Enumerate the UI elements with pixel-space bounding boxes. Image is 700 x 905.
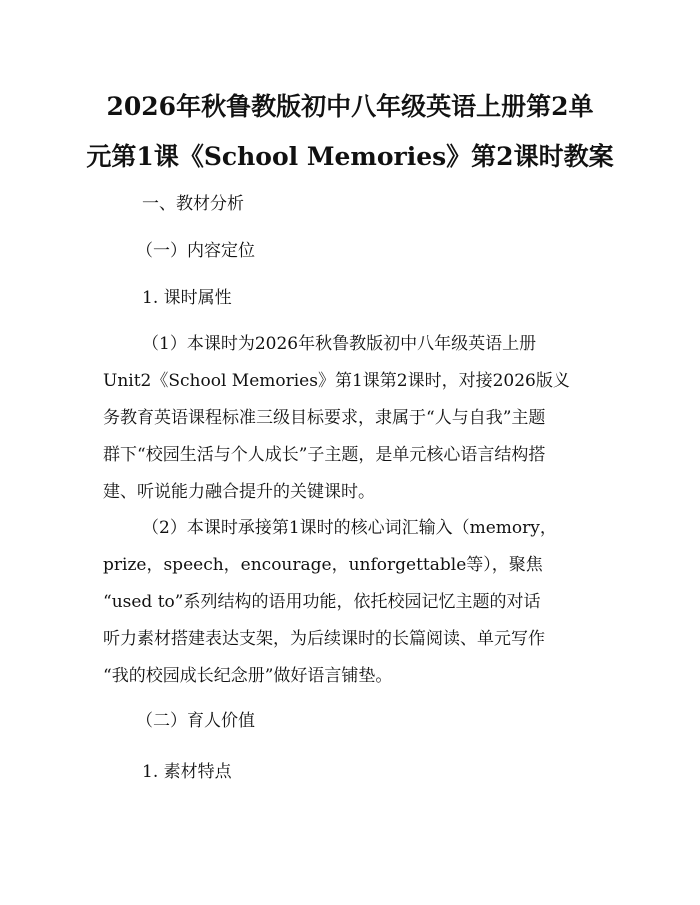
- paragraph-line: 听力素材搭建表达支架，为后续课时的长篇阅读、单元写作: [103, 629, 545, 649]
- paragraph-line: “我的校园成长纪念册”做好语言铺垫。: [103, 666, 393, 686]
- paragraph-line: Unit2《School Memories》第1课第2课时，对接2026版义: [103, 371, 570, 391]
- section-heading-textbook-analysis: 一、教材分析: [142, 194, 244, 214]
- paragraph-line: 务教育英语课程标准三级目标要求，隶属于“人与自我”主题: [103, 408, 546, 428]
- paragraph-line: （2）本课时承接第1课时的核心词汇输入（memory，: [142, 518, 557, 538]
- paragraph-line: 建、听说能力融合提升的关键课时。: [103, 482, 375, 502]
- subsection-heading-content-positioning: （一）内容定位: [136, 241, 255, 261]
- paragraph-line: （1）本课时为2026年秋鲁教版初中八年级英语上册: [142, 334, 537, 354]
- title-line-2: 元第1课《School Memories》第2课时教案: [86, 142, 614, 171]
- title-line-1: 2026年秋鲁教版初中八年级英语上册第2单: [106, 92, 594, 121]
- paragraph-line: “used to”系列结构的语用功能，依托校园记忆主题的对话: [103, 592, 541, 612]
- document-title: [70, 82, 630, 182]
- paragraph-lesson-attributes-2: [103, 510, 603, 695]
- item-heading-lesson-attributes: 1. 课时属性: [142, 288, 232, 308]
- paragraph-line: prize，speech，encourage，unforgettable等），聚焦: [103, 555, 543, 575]
- paragraph-line: 群下“校园生活与个人成长”子主题，是单元核心语言结构搭: [103, 445, 546, 465]
- paragraph-lesson-attributes-1: [103, 326, 603, 511]
- item-heading-material-features: 1. 素材特点: [142, 762, 232, 782]
- subsection-heading-educational-value: （二）育人价值: [136, 711, 255, 731]
